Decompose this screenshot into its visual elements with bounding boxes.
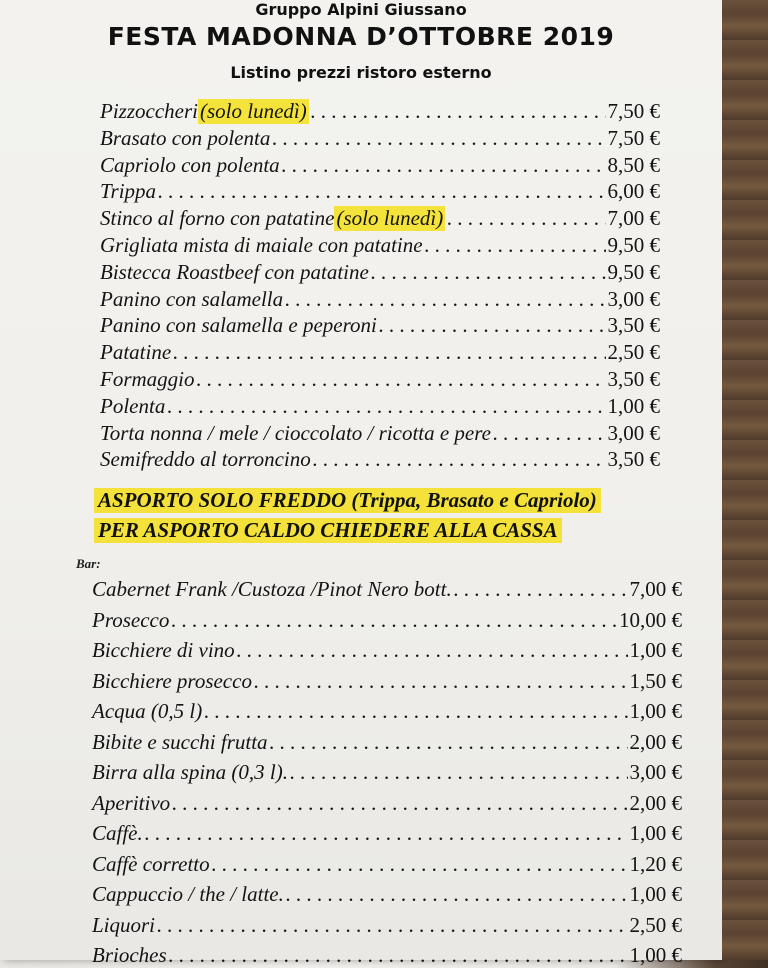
- bar-item-name: Cabernet Frank /Custoza /Pinot Nero bott.: [92, 577, 452, 601]
- food-item: [100, 150, 660, 178]
- bar-item-price: 7,00 €: [629, 577, 682, 601]
- food-item: [100, 257, 660, 285]
- food-item-name: Patatine: [100, 340, 172, 365]
- leader-dots: [204, 699, 627, 724]
- leader-dots: [371, 260, 606, 285]
- food-item: [100, 203, 660, 231]
- food-item: [100, 230, 660, 258]
- leader-dots: [285, 287, 605, 312]
- takeaway-notice-line1: ASPORTO SOLO FREDDO (Trippa, Brasato e Capriolo): [94, 488, 601, 513]
- food-item-name: Torta nonna / mele / cioccolato / ricotta e pere: [100, 420, 491, 445]
- bar-item-price: 2,00 €: [629, 729, 682, 754]
- food-item-name: Bistecca Roastbeef con patatine: [100, 259, 369, 284]
- food-item-price: 7,50 €: [607, 99, 660, 123]
- bar-item-name: Caffè corretto: [92, 851, 210, 876]
- bar-item: [92, 605, 682, 633]
- food-item: [100, 96, 660, 124]
- bar-item: [92, 757, 682, 785]
- leader-dots: [167, 394, 605, 419]
- food-item: [100, 284, 660, 312]
- leader-dots: [282, 153, 606, 178]
- bar-item-name: Bicchiere di vino: [92, 638, 235, 662]
- food-item-price: 9,50 €: [607, 233, 660, 257]
- bar-section-label: Bar:: [76, 556, 101, 571]
- bar-item: [92, 849, 682, 877]
- food-item: [100, 310, 660, 338]
- bar-item: [92, 910, 682, 938]
- bar-item-price: 1,50 €: [629, 668, 682, 693]
- bar-item-name: Bicchiere prosecco: [92, 668, 252, 693]
- leader-dots: [311, 99, 606, 124]
- food-item-name: Trippa: [100, 179, 157, 204]
- event-title: FESTA MADONNA D’OTTOBRE 2019: [107, 22, 615, 51]
- org-name: Gruppo Alpini Giussano: [255, 0, 467, 19]
- bar-item-name: Acqua (0,5 l): [92, 699, 203, 723]
- leader-dots: [290, 760, 627, 785]
- food-item-name: Grigliata mista di maiale con patatine: [100, 233, 423, 257]
- leader-dots: [272, 126, 605, 151]
- bar-item: [92, 940, 682, 968]
- leader-dots: [172, 791, 627, 816]
- bar-item-name: Caffè.: [92, 821, 143, 845]
- food-item-note: (solo lunedì): [336, 206, 444, 231]
- food-item-name: Panino con salamella: [100, 286, 284, 311]
- food-item-name: Formaggio: [100, 367, 195, 391]
- food-item-name: Capriolo con polenta: [100, 152, 280, 177]
- bar-item: [92, 818, 682, 846]
- food-item-price: 3,00 €: [607, 420, 660, 445]
- leader-dots: [313, 447, 606, 472]
- leader-dots: [157, 913, 627, 938]
- food-item: [100, 418, 660, 446]
- food-item-name: Semifreddo al torroncino: [100, 447, 311, 472]
- food-item-name: Panino con salamella e peperoni: [100, 313, 377, 338]
- bar-item-name: Liquori: [92, 912, 156, 937]
- leader-dots: [197, 367, 606, 392]
- food-item-price: 3,50 €: [607, 313, 660, 338]
- food-item-name: Pizzoccheri: [100, 99, 198, 123]
- food-item-note: (solo lunedì): [199, 99, 307, 123]
- food-item: [100, 364, 660, 392]
- bar-item-name: Birra alla spina (0,3 l).: [92, 760, 289, 784]
- bar-item-price: 1,00 €: [629, 699, 682, 723]
- food-item: [100, 444, 660, 472]
- leader-dots: [212, 852, 628, 877]
- leader-dots: [454, 577, 628, 602]
- bar-item-price: 1,00 €: [629, 882, 682, 906]
- leader-dots: [145, 821, 628, 846]
- leader-dots: [270, 730, 628, 755]
- food-item-price: 3,50 €: [607, 367, 660, 391]
- bar-item-price: 2,50 €: [629, 912, 682, 937]
- food-item-price: 3,50 €: [607, 447, 660, 472]
- food-item-price: 7,50 €: [607, 125, 660, 150]
- bar-item-price: 10,00 €: [619, 607, 682, 632]
- leader-dots: [171, 608, 617, 633]
- food-item-price: 9,50 €: [607, 259, 660, 284]
- leader-dots: [425, 233, 606, 258]
- food-item-price: 8,50 €: [607, 152, 660, 177]
- leader-dots: [237, 638, 628, 663]
- bar-item-price: 1,20 €: [629, 851, 682, 876]
- food-item-price: 6,00 €: [607, 179, 660, 204]
- bar-item-price: 1,00 €: [629, 943, 682, 967]
- bar-item: [92, 574, 682, 602]
- bar-item-name: Cappuccio / the / latte.: [92, 882, 284, 906]
- bar-item: [92, 879, 682, 907]
- food-item-name: Stinco al forno con patatine: [100, 206, 335, 231]
- wooden-table-edge: [722, 0, 768, 960]
- leader-dots: [379, 313, 606, 338]
- food-item-price: 7,00 €: [607, 206, 660, 231]
- leader-dots: [169, 943, 628, 968]
- food-item: [100, 391, 660, 419]
- leader-dots: [493, 421, 606, 446]
- bar-item-price: 1,00 €: [629, 638, 682, 662]
- bar-item-price: 3,00 €: [629, 760, 682, 784]
- bar-item-name: Bibite e succhi frutta: [92, 729, 268, 754]
- bar-item: [92, 727, 682, 755]
- bar-item: [92, 666, 682, 694]
- bar-item-name: Aperitivo: [92, 790, 171, 815]
- price-list-subtitle: Listino prezzi ristoro esterno: [230, 63, 492, 82]
- food-item-price: 3,00 €: [607, 286, 660, 311]
- leader-dots: [254, 669, 628, 694]
- leader-dots: [286, 882, 628, 907]
- bar-item-name: Prosecco: [92, 607, 170, 632]
- bar-item-price: 2,00 €: [629, 790, 682, 815]
- food-item: [100, 337, 660, 365]
- leader-dots: [158, 179, 605, 204]
- bar-item: [92, 635, 682, 663]
- bar-item-price: 1,00 €: [629, 821, 682, 845]
- food-item-price: 1,00 €: [607, 393, 660, 418]
- food-item: [100, 123, 660, 151]
- leader-dots: [173, 340, 605, 365]
- food-item-name: Brasato con polenta: [100, 125, 271, 150]
- takeaway-notice-line2: PER ASPORTO CALDO CHIEDERE ALLA CASSA: [94, 518, 562, 543]
- food-item-name: Polenta: [100, 393, 166, 418]
- food-item: [100, 176, 660, 204]
- bar-item-name: Brioches: [92, 943, 167, 967]
- bar-item: [92, 696, 682, 724]
- leader-dots: [447, 206, 605, 231]
- food-item-price: 2,50 €: [607, 340, 660, 365]
- bar-item: [92, 788, 682, 816]
